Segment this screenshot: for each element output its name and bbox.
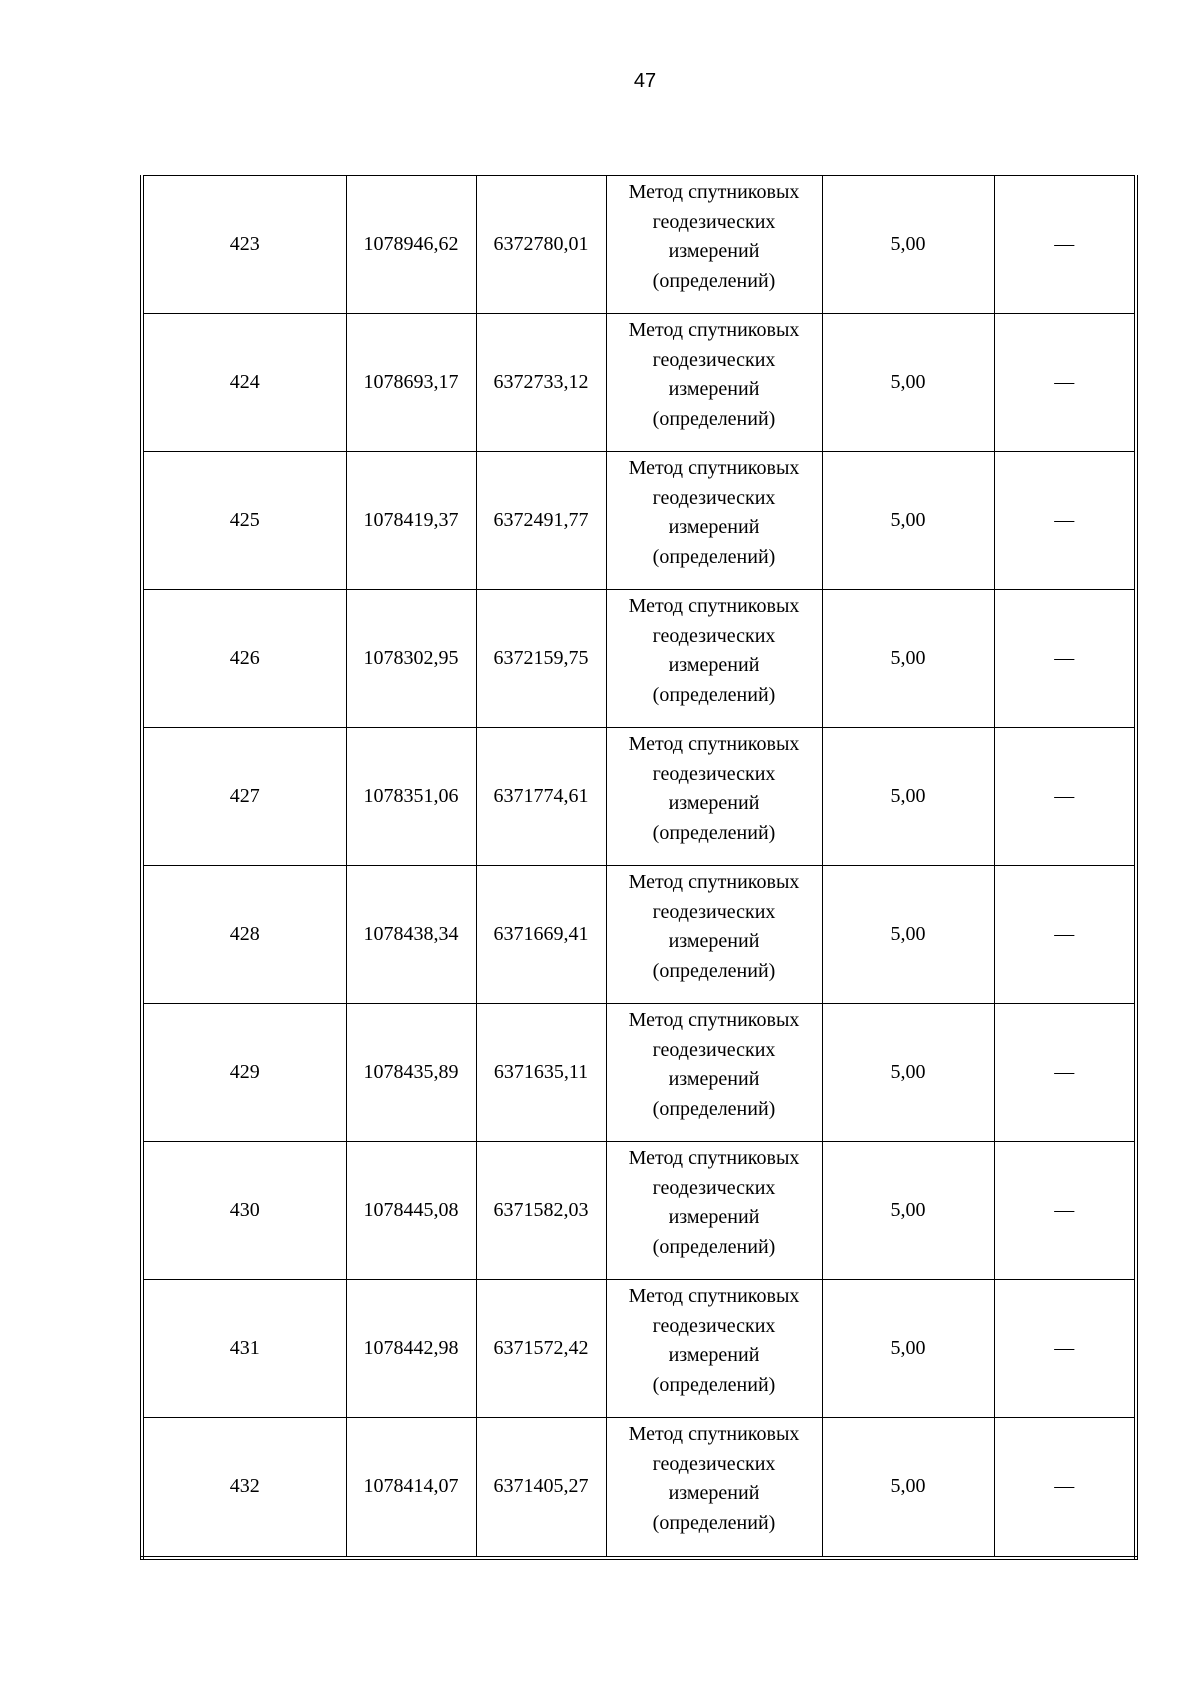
description-cell: — — [994, 452, 1136, 590]
table-row — [142, 590, 1136, 728]
method-line: (определений) — [652, 683, 776, 706]
method-line: геодезических — [652, 762, 776, 785]
y-coordinate-cell: 6371405,27 — [476, 1418, 606, 1558]
point-number-cell: 425 — [142, 452, 346, 590]
method-line: геодезических — [652, 1452, 776, 1475]
accuracy-cell: 5,00 — [822, 1280, 994, 1418]
y-coordinate-cell: 6371635,11 — [476, 1004, 606, 1142]
method-cell — [606, 1280, 822, 1418]
method-line: (определений) — [652, 545, 776, 568]
table-row — [142, 452, 1136, 590]
table-row — [142, 176, 1136, 314]
x-coordinate-cell: 1078946,62 — [346, 176, 476, 314]
point-number-cell: 430 — [142, 1142, 346, 1280]
accuracy-cell: 5,00 — [822, 314, 994, 452]
accuracy-cell: 5,00 — [822, 590, 994, 728]
table-row — [142, 1142, 1136, 1280]
method-line: геодезических — [652, 210, 776, 233]
accuracy-cell: 5,00 — [822, 1004, 994, 1142]
description-cell: — — [994, 1142, 1136, 1280]
method-line: Метод спутниковых — [628, 1147, 800, 1169]
method-line: Метод спутниковых — [628, 457, 800, 479]
point-number-cell: 427 — [142, 728, 346, 866]
method-line: измерений — [668, 1206, 760, 1228]
method-cell — [606, 866, 822, 1004]
method-cell — [606, 1004, 822, 1142]
method-line: Метод спутниковых — [628, 1009, 800, 1031]
x-coordinate-cell: 1078302,95 — [346, 590, 476, 728]
method-line: Метод спутниковых — [628, 1423, 800, 1445]
description-cell: — — [994, 1280, 1136, 1418]
method-line: Метод спутниковых — [628, 319, 800, 341]
y-coordinate-cell: 6371582,03 — [476, 1142, 606, 1280]
point-number-cell: 429 — [142, 1004, 346, 1142]
method-line: (определений) — [652, 1097, 776, 1120]
y-coordinate-cell: 6372780,01 — [476, 176, 606, 314]
accuracy-cell: 5,00 — [822, 866, 994, 1004]
accuracy-cell: 5,00 — [822, 176, 994, 314]
method-line: (определений) — [652, 1373, 776, 1396]
method-line: (определений) — [652, 269, 776, 292]
method-line: (определений) — [652, 821, 776, 844]
table-row — [142, 1280, 1136, 1418]
method-cell — [606, 728, 822, 866]
point-number-cell: 431 — [142, 1280, 346, 1418]
x-coordinate-cell: 1078414,07 — [346, 1418, 476, 1558]
table-row — [142, 728, 1136, 866]
y-coordinate-cell: 6371774,61 — [476, 728, 606, 866]
description-cell: — — [994, 1418, 1136, 1558]
method-line: измерений — [668, 516, 760, 538]
x-coordinate-cell: 1078438,34 — [346, 866, 476, 1004]
method-line: измерений — [668, 654, 760, 676]
description-cell: — — [994, 590, 1136, 728]
method-line: геодезических — [652, 1176, 776, 1199]
method-line: геодезических — [652, 1314, 776, 1337]
x-coordinate-cell: 1078351,06 — [346, 728, 476, 866]
method-cell — [606, 176, 822, 314]
coordinates-table-container — [140, 175, 1134, 1560]
method-line: геодезических — [652, 624, 776, 647]
method-line: измерений — [668, 1482, 760, 1504]
description-cell: — — [994, 866, 1136, 1004]
method-line: измерений — [668, 1068, 760, 1090]
method-line: геодезических — [652, 1038, 776, 1061]
point-number-cell: 428 — [142, 866, 346, 1004]
method-line: (определений) — [652, 959, 776, 982]
method-cell — [606, 1418, 822, 1558]
method-line: геодезических — [652, 348, 776, 371]
accuracy-cell: 5,00 — [822, 452, 994, 590]
table-body — [142, 176, 1136, 1558]
point-number-cell: 426 — [142, 590, 346, 728]
method-line: измерений — [668, 930, 760, 952]
table-row — [142, 866, 1136, 1004]
x-coordinate-cell: 1078419,37 — [346, 452, 476, 590]
point-number-cell: 424 — [142, 314, 346, 452]
method-cell — [606, 590, 822, 728]
x-coordinate-cell: 1078435,89 — [346, 1004, 476, 1142]
coordinates-table — [140, 175, 1138, 1560]
method-line: геодезических — [652, 486, 776, 509]
x-coordinate-cell: 1078693,17 — [346, 314, 476, 452]
method-line: Метод спутниковых — [628, 733, 800, 755]
method-cell — [606, 452, 822, 590]
accuracy-cell: 5,00 — [822, 728, 994, 866]
point-number-cell: 423 — [142, 176, 346, 314]
y-coordinate-cell: 6371572,42 — [476, 1280, 606, 1418]
method-line: геодезических — [652, 900, 776, 923]
method-line: Метод спутниковых — [628, 1285, 800, 1307]
point-number-cell: 432 — [142, 1418, 346, 1558]
description-cell: — — [994, 728, 1136, 866]
method-line: измерений — [668, 378, 760, 400]
x-coordinate-cell: 1078442,98 — [346, 1280, 476, 1418]
method-line: измерений — [668, 240, 760, 262]
method-cell — [606, 1142, 822, 1280]
method-cell — [606, 314, 822, 452]
method-line: Метод спутниковых — [628, 181, 800, 203]
table-row — [142, 1418, 1136, 1558]
table-row — [142, 1004, 1136, 1142]
method-line: (определений) — [652, 1511, 776, 1534]
accuracy-cell: 5,00 — [822, 1418, 994, 1558]
y-coordinate-cell: 6371669,41 — [476, 866, 606, 1004]
x-coordinate-cell: 1078445,08 — [346, 1142, 476, 1280]
y-coordinate-cell: 6372159,75 — [476, 590, 606, 728]
method-line: измерений — [668, 1344, 760, 1366]
table-row — [142, 314, 1136, 452]
description-cell: — — [994, 1004, 1136, 1142]
method-line: измерений — [668, 792, 760, 814]
method-line: Метод спутниковых — [628, 871, 800, 893]
method-line: (определений) — [652, 1235, 776, 1258]
page-number: 47 — [633, 70, 657, 92]
accuracy-cell: 5,00 — [822, 1142, 994, 1280]
y-coordinate-cell: 6372733,12 — [476, 314, 606, 452]
description-cell: — — [994, 314, 1136, 452]
method-line: Метод спутниковых — [628, 595, 800, 617]
description-cell: — — [994, 176, 1136, 314]
method-line: (определений) — [652, 407, 776, 430]
y-coordinate-cell: 6372491,77 — [476, 452, 606, 590]
